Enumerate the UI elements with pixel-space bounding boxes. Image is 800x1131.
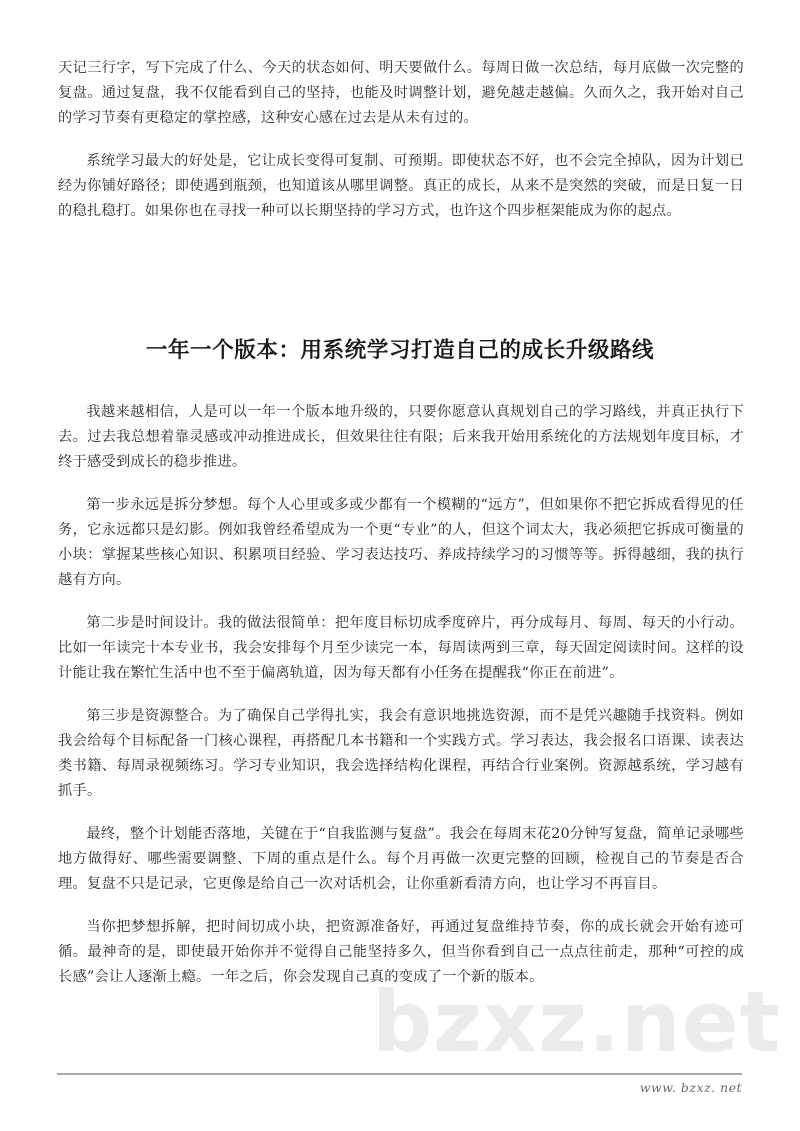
paragraph-conclusion: 当你把梦想拆解，把时间切成小块，把资源准备好，再通过复盘维持节奏，你的成长就会开始有迹可循。最神奇的是，即使最开始你并不觉得自己能坚持多久，但当你看到自己一点点往前走，那种“可控的成长感”会让人逐渐上瘾。一年之后，你会发现自己真的变成了一个新的版本。 [58,919,744,985]
paragraph-continued: 天记三行字，写下完成了什么、今天的状态如何、明天要做什么。每周日做一次总结，每月底做一次完整的复盘。通过复盘，我不仅能看到自己的坚持，也能及时调整计划，避免越走越偏。久而久之，我开始对自己的学习节奏有更稳定的掌控感，这种安心感在过去是从未有过的。 [58,60,744,126]
paragraph-summary: 系统学习最大的好处是，它让成长变得可复制、可预期。即使状态不好，也不会完全掉队，因为计划已经为你铺好路径；即使遇到瓶颈，也知道该从哪里调整。真正的成长，从来不是突然的突破，而是日复一日的稳扎稳打。如果你也在寻找一种可以长期坚持的学习方式，也许这个四步框架能成为你的起点。 [58,153,744,219]
watermark: bzxz.net [372,973,781,1071]
paragraph-step-one: 第一步永远是拆分梦想。每个人心里或多或少都有一个模糊的“远方”，但如果你不把它拆成看得见的任务，它永远都只是幻影。例如我曾经希望成为一个更“专业”的人，但这个词太大，我必须把它拆成可衡量的小块：掌握某些核心知识、积累项目经验、学习表达技巧、养成持续学习的习惯等等。拆得越细，我的执行越有方向。 [58,497,744,588]
main-section-body [58,400,744,990]
footer-url: www. bzxz. net [639,1080,742,1095]
intro-section [58,56,744,224]
paragraph-intro: 我越来越相信，人是可以一年一个版本地升级的，只要你愿意认真规划自己的学习路线，并真正执行下去。过去我总想着靠灵感或冲动推进成长，但效果往往有限；后来我开始用系统化的方法规划年度目标，才终于感受到成长的稳步推进。 [58,404,744,470]
paragraph-step-three: 第三步是资源整合。为了确保自己学得扎实，我会有意识地挑选资源，而不是凭兴趣随手找资料。例如我会给每个目标配备一门核心课程，再搭配几本书籍和一个实践方式。学习表达，我会报名口语课、读表达类书籍、每周录视频练习。学习专业知识，我会选择结构化课程，再结合行业案例。资源越系统，学习越有抓手。 [58,708,744,799]
paragraph-step-two: 第二步是时间设计。我的做法很简单：把年度目标切成季度碎片，再分成每月、每周、每天的小行动。比如一年读完十本专业书，我会安排每个月至少读完一本，每周读两到三章，每天固定阅读时间。这样的设计能让我在繁忙生活中也不至于偏离轨道，因为每天都有小任务在提醒我“你正在前进”。 [58,615,744,681]
section-heading: 一年一个版本：用系统学习打造自己的成长升级路线 [145,338,655,363]
footer-divider [57,1073,742,1075]
paragraph-review: 最终，整个计划能否落地，关键在于“自我监测与复盘”。我会在每周末花20分钟写复盘，简单记录哪些地方做得好、哪些需要调整、下周的重点是什么。每个月再做一次更完整的回顾，检视自己的节奏是否合理。复盘不只是记录，它更像是给自己一次对话机会，让你重新看清方向，也让学习不再盲目。 [58,826,744,892]
